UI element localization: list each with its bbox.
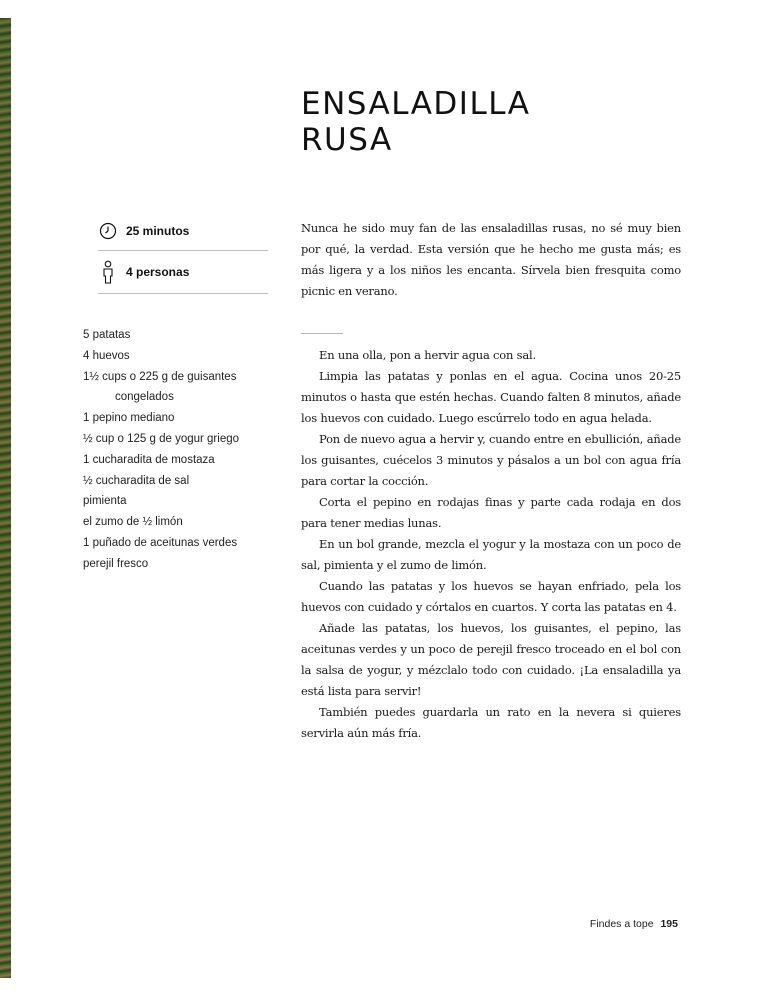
ingredients-list xyxy=(83,325,273,575)
prep-time-label: 25 minutos xyxy=(126,224,190,238)
title-line-1: ENSALADILLA xyxy=(301,86,531,122)
servings-label: 4 personas xyxy=(126,265,190,279)
servings xyxy=(98,257,268,294)
method-step: También puedes guardarla un rato en la nevera si quieres servirla aún más fría. xyxy=(301,705,681,740)
method-step: En un bol grande, mezcla el yogur y la mostaza con un poco de sal, pimienta y el zumo de limón. xyxy=(301,537,681,572)
photo-edge-strip xyxy=(0,18,11,978)
method-step: Pon de nuevo agua a hervir y, cuando entre en ebullición, añade los guisantes, cuécelos 3 minutos y pásalos a un bol con agua fría para cortar la cocción. xyxy=(301,432,681,488)
ingredient-item: 4 huevos xyxy=(83,349,130,362)
method-step: Cuando las patatas y los huevos se hayan enfriado, pela los huevos con cuidado y córtalos en cuartos. Y corta las patatas en 4. xyxy=(301,579,681,614)
method-step: Corta el pepino en rodajas finas y parte cada rodaja en dos para tener medias lunas. xyxy=(301,495,681,530)
page-number: 195 xyxy=(660,918,678,930)
recipe-title xyxy=(301,86,530,158)
ingredient-item: 1 pepino mediano xyxy=(83,412,175,425)
method-step: Limpia las patatas y ponlas en el agua. Cocina unos 20-25 minutos o hasta que estén hechas. Cuando falten 8 minutos, añade los huevos con cuidado. Luego escúrrelo todo en agua helada. xyxy=(301,369,681,425)
method-step: Añade las patatas, los huevos, los guisantes, el pepino, las aceitunas verdes y un poco de perejil fresco troceado en el bol con la salsa de yogur, y mézclalo todo con cuidado. ¡La ensaladilla ya está lista para servir! xyxy=(301,621,681,698)
ingredient-item: 1 cucharadita de mostaza xyxy=(83,453,215,466)
ingredient-item: 5 patatas xyxy=(83,329,131,341)
ingredient-item: perejil fresco xyxy=(83,557,149,570)
intro-paragraph: Nunca he sido muy fan de las ensaladillas rusas, no sé muy bien por qué, la verdad. Esta versión que he hecho me gusta más; es más ligera y a los niños les encanta. Sírvela bien fresquita como picnic en verano. xyxy=(301,221,681,298)
ingredient-item: el zumo de ½ limón xyxy=(83,516,183,529)
method-step: En una olla, pon a hervir agua con sal. xyxy=(319,348,536,362)
person-icon xyxy=(98,262,118,282)
ingredient-item: 1 puñado de aceitunas verdes xyxy=(83,536,238,549)
ingredient-item: ½ cup o 125 g de yogur griego xyxy=(83,432,240,445)
prep-time xyxy=(98,216,268,251)
ingredient-item: 1½ cups o 225 g de guisantes congelados xyxy=(83,370,237,404)
title-line-2: RUSA xyxy=(301,122,393,158)
footer-section: Findes a tope xyxy=(589,918,654,930)
ingredient-item: ½ cucharadita de sal xyxy=(83,474,190,487)
ingredient-item: pimienta xyxy=(83,495,127,508)
clock-icon xyxy=(98,221,118,241)
page-footer xyxy=(590,918,678,930)
method-steps xyxy=(301,345,681,744)
recipe-meta xyxy=(98,216,268,294)
section-divider xyxy=(301,333,343,334)
